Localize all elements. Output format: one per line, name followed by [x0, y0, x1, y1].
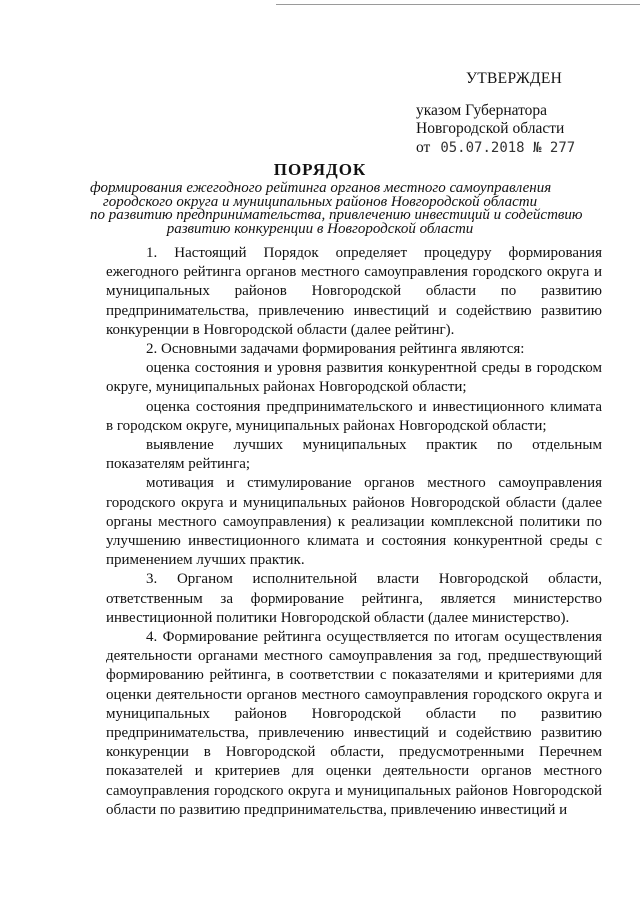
- approval-date-handwritten: 05.07.2018 № 277: [440, 139, 576, 156]
- approval-block: [416, 70, 575, 157]
- paragraph-task-4: мотивация и стимулирование органов местного самоуправления городского округа и муниципальных районов Новгородской области (далее органы местного самоуправления) к реализации комплексной политики по улучшению инвестиционного климата и состояния конкурентной среды с применением лучших практик.: [106, 475, 602, 569]
- document-title: ПОРЯДОК: [273, 160, 367, 179]
- paragraph-2: 2. Основными задачами формирования рейтинга являются:: [146, 341, 525, 358]
- approval-line-2: Новгородской области: [416, 120, 565, 137]
- approval-stamp: УТВЕРЖДЕН: [466, 70, 563, 87]
- subtitle-line: городского округа и муниципальных районов Новгородской области: [102, 193, 538, 210]
- document-subtitle: [90, 180, 583, 237]
- paragraph-1: 1. Настоящий Порядок определяет процедуру формирования ежегодного рейтинга органов местного самоуправления городского округа и муниципальных районов Новгородской области по развитию предпринимательства, привлечению инвестиций и содействию развитию конкуренции в Новгородской области (далее рейтинг).: [106, 245, 602, 338]
- approval-date-prefix: от: [416, 138, 431, 156]
- paragraph-task-1: оценка состояния и уровня развития конкурентной среды в городском округе, муниципальных районах Новгородской области;: [106, 360, 602, 396]
- approval-date-line: [416, 139, 575, 158]
- document-body: [106, 244, 602, 820]
- subtitle-line: развитию конкуренции в Новгородской области: [166, 220, 474, 237]
- subtitle-line: по развитию предпринимательства, привлечению инвестиций и содействию: [90, 207, 583, 223]
- approval-line-1: указом Губернатора: [416, 101, 548, 119]
- scan-edge-line: [276, 4, 640, 5]
- paragraph-3: 3. Органом исполнительной власти Новгородской области, ответственным за формирование рейтинга, является министерство инвестиционной политики Новгородской области (далее министерство).: [106, 571, 602, 626]
- paragraph-task-3: выявление лучших муниципальных практик по отдельным показателям рейтинга;: [106, 437, 602, 473]
- paragraph-4: 4. Формирование рейтинга осуществляется по итогам осуществления деятельности органами местного самоуправления за год, предшествующий формированию рейтинга, в соответствии с показателями и критериями для оценки деятельности органов местного самоуправления городского округа и муниципальных районов Новгородской области по развитию предпринимательства, привлечению инвестиций и содействию развитию конкуренции в Новгородской области, предусмотренными Перечнем показателей и критериев для оценки деятельности органов местного самоуправления городского округа и муниципальных районов Новгородской области по развитию предпринимательства, привлечению инвестиций и: [106, 629, 602, 818]
- subtitle-line: формирования ежегодного рейтинга органов местного самоуправления: [90, 180, 552, 196]
- paragraph-task-2: оценка состояния предпринимательского и инвестиционного климата в городском округе, муниципальных районах Новгородской области;: [106, 398, 602, 434]
